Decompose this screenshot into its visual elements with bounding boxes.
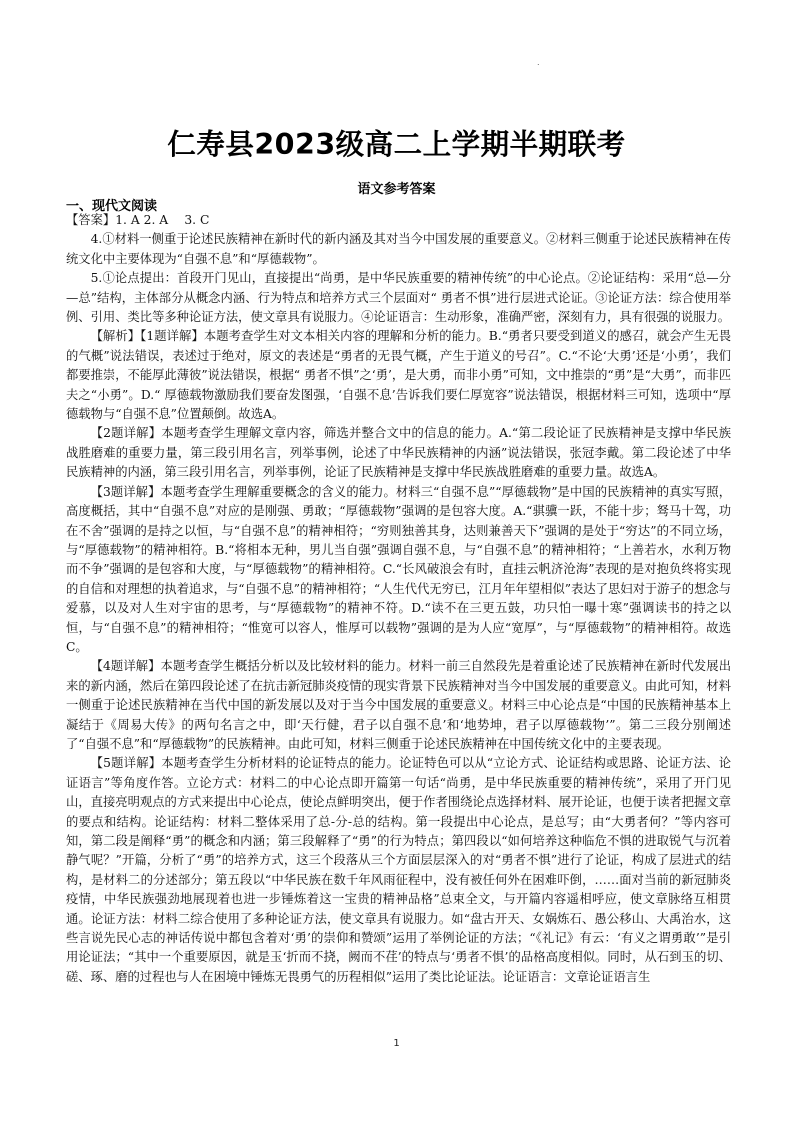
analysis-paragraph-5: 【5题详解】本题考查学生分析材料的论证特点的能力。论证特色可以从“立论方式、论证结构或思路、论证方法、论证语言”等角度作答。立论方式：材料二的中心论点即开篇第一句话“尚勇，是中华民族重要的精神传统”，采用了开门见山，直接亮明观点的方式来提出中心论点，使论点鲜明突出，便于作者围绕论点选择材料、展开论证，也便于读者把握文章的要点和结构。论证结构：材料二整体采用了总-分-总的结构。第一段提出中心论点，是总写；由“大勇者何？”等内容可知，第二段是阐释“勇”的概念和内涵；第三段解释了“勇”的行为特点；第四段以“如何培养这种临危不惧的进取锐气与沉着静气呢？”开篇，分析了“勇”的培养方式，这三个段落从三个方面层层深入的对“勇者不惧”进行了论证，构成了层进式的结构，是材料二的分述部分；第五段以“中华民族在数千年风雨征程中，没有被任何外在困难吓倒，……面对当前的新冠肺炎疫情，中华民族强劲地展现着也进一步锤炼着这一宝贵的精神品格”总束全文，与开篇内容遥相呼应，使文章脉络互相贯通。论证方法：材料二综合使用了多种论证方法，使文章具有说服力。如“盘古开天、女娲炼石、愚公移山、大禹治水，这些言说先民心志的神话传说中都包含着对‘勇’的崇仰和赞颂”运用了举例论证的方法；“《礼记》有云：‘有义之谓勇敢’”是引用论证法；“其中一个重要原因，就是玉‘折而不挠，阙而不荏’的特点与‘勇者不惧’的品格高度相似。同时，从石到玉的切、磋、琢、磨的过程也与人在困境中锤炼无畏勇气的历程相似”运用了类比论证法。论证语言：文章论证语言生	[66, 756, 731, 984]
analysis-paragraph-1: 【解析】【1题详解】本题考查学生对文本相关内容的理解和分析的能力。B.“勇者只要受到道义的感召，就会产生无畏的气概”说法错误，表述过于绝对，原文的表述是“勇者的无畏气概，产生于道义的号召”。C.“不论‘大勇’还是‘小勇’，我们都要推崇，不能厚此薄彼”说法错误，根据“ 勇者不惧”之‘勇’，是大勇，而非小勇”可知，文中推崇的“勇”是“大勇”，而非匹夫之“小勇”。D.“ 厚德载物激励我们要奋发图强，‘自强不息’告诉我们要仁厚宽容”说法错误，根据材料三可知，选项中“厚德载物与“自强不息”位置颠倒。故选A。	[66, 329, 731, 422]
answer-line: 【答案】1. A 2. A 3. C	[66, 213, 210, 227]
analysis-paragraph-4: 【4题详解】本题考查学生概括分析以及比较材料的能力。材料一前三自然段先是着重论述了民族精神在新时代发展出来的新内涵，然后在第四段论述了在抗击新冠肺炎疫情的现实背景下民族精神对当今中国发展的重要意义。由此可知，材料一侧重于论述民族精神在当代中国的新发展以及对于当今中国发展的重要意义。材料三中心论点是“中国的民族精神基本上凝结于《周易大传》的两句名言之中，即‘天行健，君子以自强不息’和‘地势坤，君子以厚德载物’”。第二三段分别阐述了“自强不息”和“厚德载物”的民族精神。由此可知，材料三侧重于论述民族精神在中国传统文化中的主要表现。	[66, 659, 731, 751]
answer-content	[66, 211, 731, 987]
header-dot: .	[537, 58, 540, 67]
answer-paragraph-5: 5.①论点提出：首段开门见山，直接提出“尚勇，是中华民族重要的精神传统”的中心论点。②论证结构：采用“总—分—总”结构，主体部分从概念内涵、行为特点和培养方式三个层面对“ 勇者不惧”进行层进式论证。③论证方法：综合使用举例、引用、类比等多种论证方法，使文章具有说服力。④论证语言：生动形象，准确严密，深刻有力，具有很强的说服力。	[66, 271, 731, 325]
page-title: 仁寿县2023级高二上学期半期联考	[167, 128, 626, 161]
page-subtitle: 语文参考答案	[357, 182, 436, 197]
analysis-paragraph-3: 【3题详解】本题考查学生理解重要概念的含义的能力。材料三“自强不息”“厚德载物”是中国的民族精神的真实写照，高度概括，其中“自强不息”对应的是刚强、勇敢；“厚德载物”强调的是包容大度。A.“骐骥一跃，不能十步；驽马十驾，功在不舍”强调的是持之以恒，与“自强不息”的精神相符；“穷则独善其身，达则兼善天下”强调的是处于“穷达”的不同立场，与“厚德载物”的精神相符。B.“将相本无种，男儿当自强”强调自强不息，与“自强不息”的精神相符；“上善若水，水利万物而不争”强调的是包容和大度，与“厚德载物”的精神相符。C.“长风破浪会有时，直挂云帆济沧海”表现的是对抱负终将实现的自信和对理想的执着追求，与“自强不息”的精神相符；“人生代代无穷已，江月年年望相似”表达了思妇对于游子的想念与爱慕，以及对人生对宇宙的思考，与“厚德载物”的精神不符。D.“读不在三更五鼓，功只怕一曝十寒”强调读书的持之以恒，与“自强不息”的精神相符；“惟宽可以容人，惟厚可以载物”强调的是为人应“宽厚”，与“厚德载物”的精神相符。故选C。	[66, 484, 731, 654]
analysis-paragraph-2: 【2题详解】本题考查学生理解文章内容，筛选并整合文中的信息的能力。A.“第二段论证了民族精神是支撑中华民族战胜磨难的重要力量，第三段引用名言，列举事例，论述了中华民族精神的内涵”说法错误，张冠李戴。第二段论述了中华民族精神的内涵，第三段引用名言，列举事例，论证了民族精神是支撑中华民族战胜磨难的重要力量。故选A。	[66, 426, 731, 480]
page-number: 1	[393, 1038, 400, 1049]
answer-paragraph-4: 4.①材料一侧重于论述民族精神在新时代的新内涵及其对当今中国发展的重要意义。②材料三侧重于论述民族精神在传统文化中主要体现为“自强不息”和“厚德载物”。	[66, 232, 731, 266]
section-heading: 一、现代文阅读	[66, 199, 158, 214]
